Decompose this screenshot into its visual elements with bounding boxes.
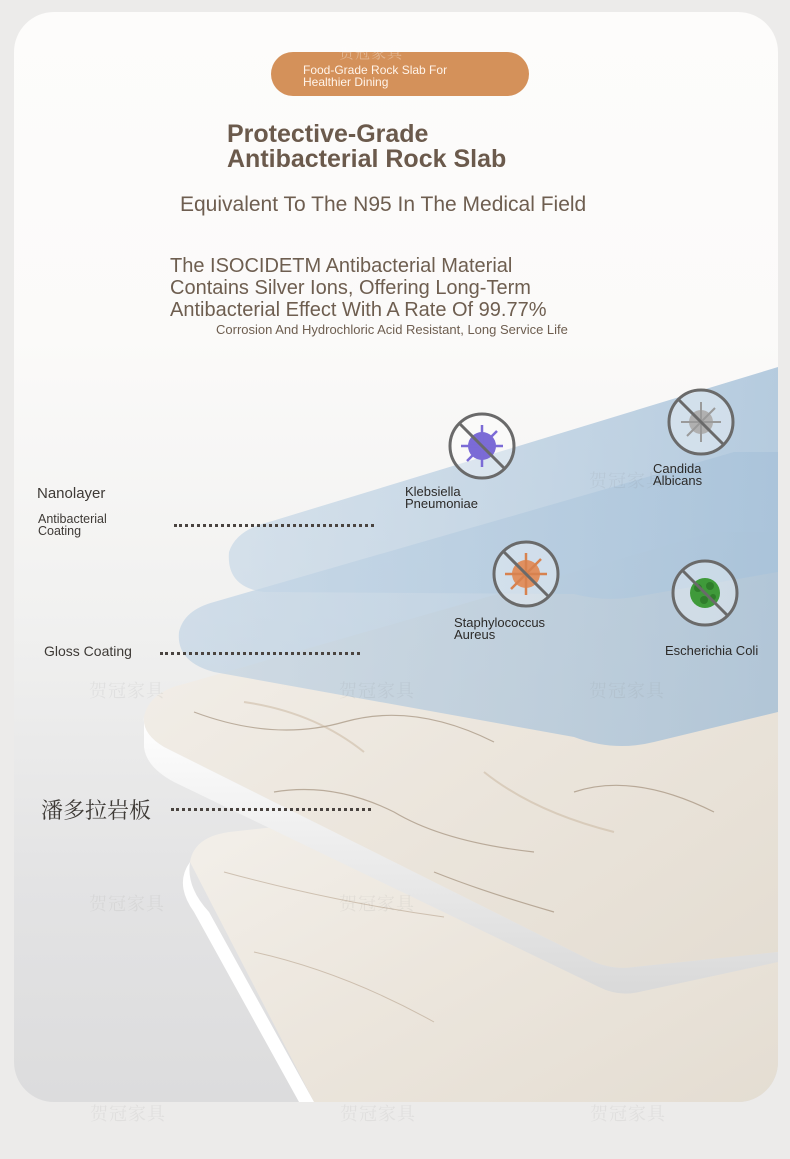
- layer-illustration: [14, 12, 778, 1102]
- title-line-2: Antibacterial Rock Slab: [227, 145, 507, 173]
- description: [170, 255, 670, 321]
- staph-line-2: Aureus: [454, 627, 496, 642]
- staph-label: [454, 617, 545, 641]
- badge-watermark: 贺冠家具: [339, 44, 404, 62]
- antibacterial-leader-line: [174, 524, 374, 527]
- antibacterial-coating-label: [38, 513, 107, 537]
- badge-line-2: Healthier Dining: [303, 75, 389, 89]
- antibacterial-line-2: Coating: [38, 524, 82, 538]
- watermark: 贺冠家具: [339, 894, 415, 915]
- virus-orange-icon: [491, 539, 561, 609]
- klebsiella-line-2: Pneumoniae: [405, 496, 478, 511]
- nanolayer-label: Nanolayer: [37, 485, 106, 502]
- watermark: 贺冠家具: [590, 1104, 666, 1125]
- badge-line-1: Food-Grade Rock Slab For: [303, 63, 448, 77]
- klebsiella-label: [405, 486, 478, 510]
- ecoli-label: [665, 645, 758, 657]
- description-note: Corrosion And Hydrochloric Acid Resistant, Long Service Life: [216, 322, 568, 337]
- watermark: 贺冠家具: [90, 1104, 166, 1125]
- candida-label: [653, 463, 702, 487]
- candida-line-2: Albicans: [653, 473, 703, 488]
- staph-line-1: Staphylococcus: [454, 615, 546, 630]
- watermark: 贺冠家具: [589, 471, 665, 492]
- klebsiella-line-1: Klebsiella: [405, 484, 461, 499]
- watermark: 贺冠家具: [589, 681, 665, 702]
- antibacterial-line-1: Antibacterial: [38, 512, 107, 526]
- description-line-3: Antibacterial Effect With A Rate Of 99.77%: [170, 299, 547, 321]
- product-card: [14, 12, 778, 1102]
- watermark: 贺冠家具: [89, 894, 165, 915]
- slab-label: 潘多拉岩板: [41, 799, 152, 824]
- watermark: 贺冠家具: [339, 681, 415, 702]
- title-line-1: Protective-Grade: [227, 120, 429, 148]
- virus-grey-icon: [666, 387, 736, 457]
- gloss-coating-label: Gloss Coating: [44, 643, 132, 659]
- description-line-1: The ISOCIDETM Antibacterial Material: [170, 255, 513, 277]
- subtitle: Equivalent To The N95 In The Medical Field: [180, 193, 587, 216]
- virus-green-icon: [670, 558, 740, 628]
- page-title: [227, 122, 506, 172]
- gloss-leader-line: [160, 652, 360, 655]
- candida-line-1: Candida: [653, 461, 702, 476]
- virus-purple-icon: [447, 411, 517, 481]
- ecoli-line-1: Escherichia Coli: [665, 643, 759, 658]
- description-line-2: Contains Silver Ions, Offering Long-Term: [170, 277, 531, 299]
- watermark: 贺冠家具: [89, 681, 165, 702]
- watermark: 贺冠家具: [340, 1104, 416, 1125]
- slab-leader-line: [171, 808, 371, 811]
